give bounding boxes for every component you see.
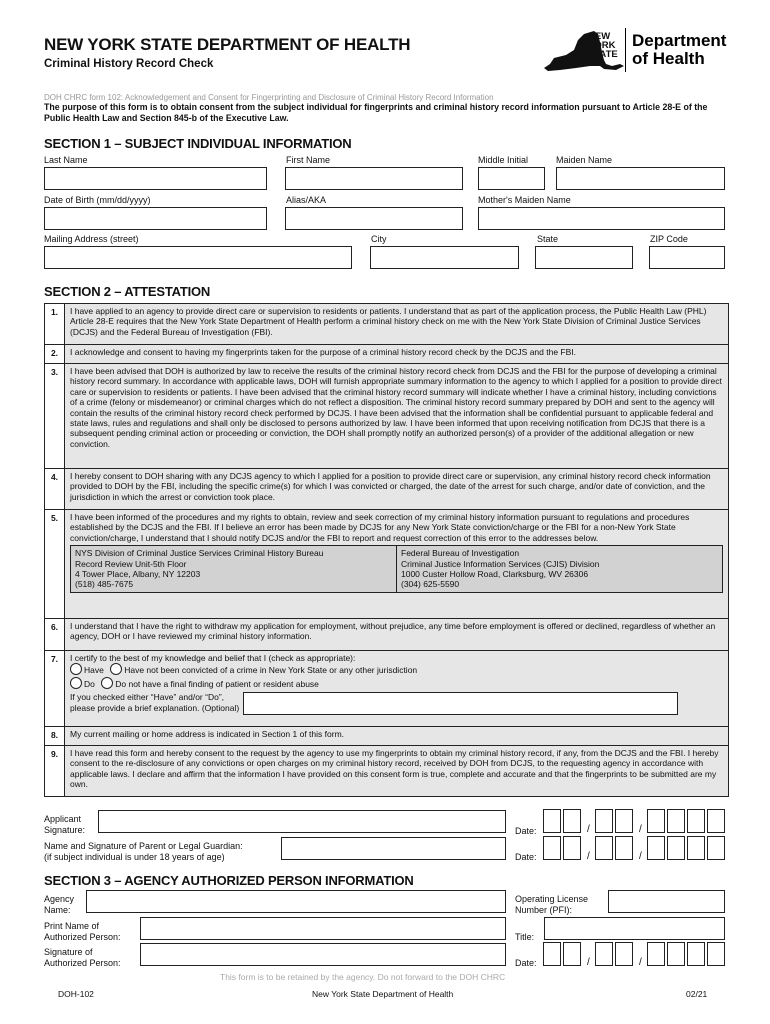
title-field[interactable] <box>544 917 725 940</box>
date-separator: / <box>639 957 642 968</box>
date-digit-box[interactable] <box>707 809 725 833</box>
title-label: Title: <box>515 932 535 942</box>
date-digit-box[interactable] <box>687 809 705 833</box>
authorized-signature-field[interactable] <box>140 943 506 966</box>
date-separator: / <box>587 824 590 835</box>
attestation-row <box>45 469 728 510</box>
nys-doh-logo <box>540 26 730 76</box>
city-label: City <box>371 234 387 244</box>
dcjs-line: 4 Tower Place, Albany, NY 12203 <box>75 569 201 580</box>
fbi-line: (304) 625-5590 <box>401 579 460 590</box>
auth-signature-label: Authorized Person: <box>44 958 121 968</box>
footer-form-id: DOH-102 <box>58 989 94 999</box>
first-name-label: First Name <box>286 155 331 165</box>
date-label: Date: <box>515 958 537 968</box>
attestation-table <box>44 303 729 797</box>
have-not-radio[interactable] <box>110 663 122 675</box>
date-digit-box[interactable] <box>563 809 581 833</box>
item-number: 4. <box>45 469 65 509</box>
attestation-row <box>45 304 728 345</box>
date-separator: / <box>587 851 590 862</box>
purpose-statement: The purpose of this form is to obtain consent from the subject individual for fingerprints and criminal history record information pursuant to Article 28-E of the Public Health Law and Section 845-b of the Executive Law. <box>44 102 708 123</box>
dcjs-line: (518) 485-7675 <box>75 579 134 590</box>
mailing-label: Mailing Address (street) <box>44 234 139 244</box>
alias-label: Alias/AKA <box>286 195 327 205</box>
zip-field[interactable] <box>649 246 725 269</box>
applicant-signature-field[interactable] <box>98 810 506 833</box>
item-number: 6. <box>45 619 65 650</box>
mothers-maiden-field[interactable] <box>478 207 725 230</box>
date-separator: / <box>587 957 590 968</box>
attestation-row <box>45 727 728 746</box>
date-separator: / <box>639 824 642 835</box>
date-digit-box[interactable] <box>543 836 561 860</box>
item-number: 3. <box>45 364 65 468</box>
attestation-row <box>45 345 728 364</box>
form-reference: DOH CHRC form 102: Acknowledgement and Consent for Fingerprinting and Disclosure of Criminal History Record Information <box>44 93 494 102</box>
authorized-name-field[interactable] <box>140 917 506 940</box>
explanation-line: If you checked either “Have” and/or “Do”, <box>70 692 225 703</box>
city-field[interactable] <box>370 246 519 269</box>
date-digit-box[interactable] <box>595 942 613 966</box>
date-digit-box[interactable] <box>687 836 705 860</box>
logo-state: STATE <box>588 49 618 60</box>
do-radio[interactable] <box>70 677 82 689</box>
attestation-row <box>45 364 728 469</box>
explanation-block <box>70 692 723 715</box>
date-digit-box[interactable] <box>595 809 613 833</box>
logo-of-health: of Health <box>632 49 705 68</box>
last-name-field[interactable] <box>44 167 267 190</box>
date-digit-box[interactable] <box>615 836 633 860</box>
have-label: Have <box>84 665 104 676</box>
item-text: My current mailing or home address is indicated in Section 1 of this form. <box>65 727 728 745</box>
item-number: 5. <box>45 510 65 618</box>
date-digit-box[interactable] <box>615 809 633 833</box>
do-label: Do <box>84 679 95 690</box>
date-label: Date: <box>515 852 537 862</box>
logo-department: Department <box>632 31 727 50</box>
date-digit-box[interactable] <box>667 942 685 966</box>
alias-field[interactable] <box>285 207 463 230</box>
mailing-field[interactable] <box>44 246 352 269</box>
have-not-label: Have not been convicted of a crime in New York State or any other jurisdiction <box>124 665 418 676</box>
item-text: I hereby consent to DOH sharing with any DCJS agency to which I applied for a position to provide direct care or supervision, any criminal history record check information provided to DOH by the FBI, including the specific crime(s) for which I was convicted or charged, the date of the arrest for such charge, and/or date of conviction, and the jurisdiction in which the arrest or conviction took place. <box>65 469 728 509</box>
date-digit-box[interactable] <box>543 942 561 966</box>
date-digit-box[interactable] <box>563 836 581 860</box>
state-field[interactable] <box>535 246 633 269</box>
op-license-label: Number (PFI): <box>515 905 573 915</box>
mothers-maiden-label: Mother's Maiden Name <box>478 195 571 205</box>
logo-new: NEW <box>588 31 611 42</box>
dob-field[interactable] <box>44 207 267 230</box>
guardian-label: Name and Signature of Parent or Legal Guardian: <box>44 841 243 851</box>
explanation-field[interactable] <box>243 692 678 715</box>
applicant-label: Applicant <box>44 814 82 824</box>
agency-name-field[interactable] <box>86 890 506 913</box>
date-digit-box[interactable] <box>543 809 561 833</box>
item-text: I have read this form and hereby consent to the request by the agency to use my fingerprints to obtain my criminal history record, if any, from the DCJS and the FBI. I hereby consent to the re-disclosure of any convictions or open charges on my criminal history record, received by DOH from DCJS, to the requesting agency in accordance with applicable laws. I declare and affirm that the information I have provided on this consent form is true, complete and accurate and that the fingerprints to be submitted are my own. <box>65 746 728 796</box>
applicant-label: Signature: <box>44 825 86 835</box>
guardian-signature-field[interactable] <box>281 837 506 860</box>
conviction-options <box>70 663 723 677</box>
explanation-label <box>70 692 239 715</box>
logo-york: YORK <box>588 40 616 51</box>
dob-label: Date of Birth (mm/dd/yyyy) <box>44 195 151 205</box>
agency-label: Name: <box>44 905 71 915</box>
date-digit-box[interactable] <box>707 942 725 966</box>
logo-divider <box>625 28 626 72</box>
date-digit-box[interactable] <box>707 836 725 860</box>
explanation-line: please provide a brief explanation. (Optional) <box>70 702 240 713</box>
date-digit-box[interactable] <box>563 942 581 966</box>
fbi-line: 1000 Custer Hollow Road, Clarksburg, WV 26306 <box>401 569 589 580</box>
item-text: I have been advised that DOH is authorized by law to receive the results of the criminal history record check from DCJS and the FBI for the purpose of developing a criminal history record summary. In accordance with applicable laws, DOH will furnish appropriate summary information to the agency to which I applied for a position to provide direct care or supervision to residents or patients. I have been advised that the criminal history record summary will indicate whether I have a criminal history, including convictions of a crime (felony or misdemeanor) or criminal charges which do not reflect a disposition. The criminal history record summary prepared by DOH and sent to the agency will contain the results of the criminal history record check performed by DCJS. I have been advised that the information shall be confidential pursuant to applicable federal and state laws, rules and regulations and shall only be disclosed to persons authorized by law. I have been informed that upon receiving notification from DCJS that there is a subsequent pending criminal action or proceeding or conviction, the DOH shall promptly notify an authorized person(s) of a provider of the additional allegation or new conviction. <box>65 364 728 468</box>
section3-heading: SECTION 3 – AGENCY AUTHORIZED PERSON INFORMATION <box>44 873 414 888</box>
have-radio[interactable] <box>70 663 82 675</box>
section1-heading: SECTION 1 – SUBJECT INDIVIDUAL INFORMATION <box>44 136 352 151</box>
section2-heading: SECTION 2 – ATTESTATION <box>44 284 211 299</box>
op-license-label: Operating License <box>515 894 589 904</box>
pfi-field[interactable] <box>608 890 725 913</box>
middle-initial-label: Middle Initial <box>478 155 529 165</box>
fbi-line: Criminal Justice Information Services (CJIS) Division <box>401 558 600 569</box>
item-number: 2. <box>45 345 65 363</box>
page-title: NEW YORK STATE DEPARTMENT OF HEALTH <box>44 35 411 54</box>
item-number: 9. <box>45 746 65 796</box>
date-digit-box[interactable] <box>647 809 665 833</box>
date-digit-box[interactable] <box>687 942 705 966</box>
date-digit-box[interactable] <box>647 836 665 860</box>
attestation-row <box>45 619 728 651</box>
date-digit-box[interactable] <box>647 942 665 966</box>
agency-label: Agency <box>44 894 75 904</box>
do-not-radio[interactable] <box>101 677 113 689</box>
item-text: I acknowledge and consent to having my fingerprints taken for the purpose of a criminal history record check by the DCJS and the FBI. <box>65 345 728 363</box>
retention-note: This form is to be retained by the agency. Do not forward to the DOH CHRC <box>220 972 506 982</box>
first-name-field[interactable] <box>285 167 463 190</box>
attestation-row <box>45 651 728 727</box>
do-not-label: Do not have a final finding of patient or resident abuse <box>115 679 319 690</box>
item-text <box>65 510 728 618</box>
attestation-row <box>45 746 728 796</box>
date-digit-box[interactable] <box>595 836 613 860</box>
footer-date: 02/21 <box>686 989 708 999</box>
fbi-address <box>396 546 722 592</box>
guardian-note: (if subject individual is under 18 years of age) <box>44 852 225 862</box>
dcjs-address <box>71 546 396 592</box>
date-digit-box[interactable] <box>667 836 685 860</box>
maiden-name-label: Maiden Name <box>556 155 613 165</box>
maiden-name-field[interactable] <box>556 167 725 190</box>
print-name-label: Print Name of <box>44 921 100 931</box>
dcjs-line: NYS Division of Criminal Justice Services Criminal History Bureau <box>75 548 324 559</box>
middle-initial-field[interactable] <box>478 167 545 190</box>
print-name-label: Authorized Person: <box>44 932 121 942</box>
date-digit-box[interactable] <box>667 809 685 833</box>
form-subtitle: Criminal History Record Check <box>44 58 214 70</box>
item-text <box>65 651 728 726</box>
fbi-line: Federal Bureau of Investigation <box>401 548 520 559</box>
date-separator: / <box>639 851 642 862</box>
item-number: 7. <box>45 651 65 726</box>
item5-text: I have been informed of the procedures and my rights to obtain, review and seek correction of my criminal history information pursuant to regulations and procedures established by the DCJS and the FBI. If I believe an error has been made by DCJS for any New York State conviction/charge or the FBI for a non-New York State conviction/charge, I understand that I should notify DCJS and/or the FBI to report and request correction of this error to the addresses below. <box>70 512 690 543</box>
dcjs-line: Record Review Unit-5th Floor <box>75 558 187 569</box>
correction-addresses <box>70 545 723 593</box>
item-number: 8. <box>45 727 65 745</box>
abuse-options <box>70 677 723 691</box>
zip-label: ZIP Code <box>650 234 688 244</box>
state-label: State <box>537 234 559 244</box>
auth-signature-label: Signature of <box>44 947 93 957</box>
last-name-label: Last Name <box>44 155 88 165</box>
item-text: I have applied to an agency to provide direct care or supervision to residents or patients. I understand that as part of the application process, the Public Health Law (PHL) Article 28-E requires that the New York State Department of Health perform a criminal history check on me with the New York State Division of Criminal Justice Services (DCJS) and the Federal Bureau of Investigation (FBI). <box>65 304 728 344</box>
item-text: I understand that I have the right to withdraw my application for employment, without prejudice, any time before employment is offered or declined, regardless of whether an agency, DOH or I have reviewed my criminal history information. <box>65 619 728 650</box>
footer-dept: New York State Department of Health <box>312 989 454 999</box>
attestation-row <box>45 510 728 619</box>
date-label: Date: <box>515 826 537 836</box>
item-number: 1. <box>45 304 65 344</box>
item7-text: I certify to the best of my knowledge and belief that I (check as appropriate): <box>70 653 356 663</box>
date-digit-box[interactable] <box>615 942 633 966</box>
